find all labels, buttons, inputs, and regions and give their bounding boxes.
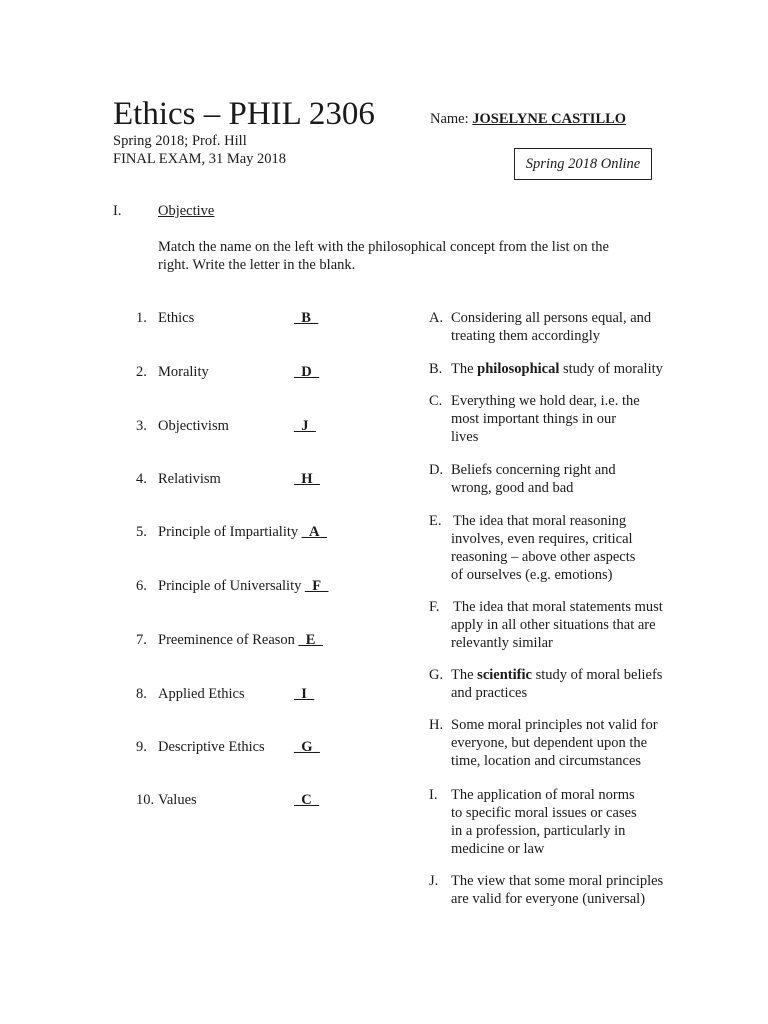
question-number: 7. bbox=[136, 632, 147, 648]
option-c: C. Everything we hold dear, i.e. the most important things in our lives bbox=[429, 393, 640, 445]
question-number: 9. bbox=[136, 739, 147, 755]
student-name-field bbox=[430, 111, 626, 128]
answer-blank[interactable]: _I_ bbox=[294, 686, 315, 702]
option-f: F. The idea that moral statements must apply in all other situations that are relevantly similar bbox=[429, 599, 663, 651]
answer-blank[interactable]: _A_ bbox=[301, 524, 327, 540]
question-term: Principle of Universality _F_ bbox=[158, 578, 329, 594]
option-letter: G. bbox=[429, 667, 444, 683]
instructions: Match the name on the left with the philosophical concept from the list on the right. Write the letter in the blank. bbox=[158, 239, 609, 273]
question-number: 8. bbox=[136, 686, 147, 702]
question-number: 2. bbox=[136, 364, 147, 380]
answer-blank[interactable]: _H_ bbox=[294, 471, 320, 487]
answer-blank[interactable]: _J_ bbox=[294, 418, 316, 434]
question-number: 5. bbox=[136, 524, 147, 540]
option-letter: D. bbox=[429, 462, 444, 478]
option-a: A. Considering all persons equal, and treating them accordingly bbox=[429, 310, 652, 344]
section-number: I. bbox=[113, 203, 122, 219]
option-letter: H. bbox=[429, 717, 444, 733]
answer-blank[interactable]: _B_ bbox=[294, 310, 319, 326]
option-h: H. Some moral principles not valid for everyone, but dependent upon the time, location and circumstances bbox=[429, 717, 658, 769]
option-j: J. The view that some moral principles are valid for everyone (universal) bbox=[429, 873, 664, 907]
option-letter: A. bbox=[429, 310, 444, 326]
option-letter: I. bbox=[429, 787, 438, 803]
option-d: D. Beliefs concerning right and wrong, good and bad bbox=[429, 462, 616, 496]
question-term: Morality bbox=[158, 364, 209, 380]
question-number: 6. bbox=[136, 578, 147, 594]
question-term: Principle of Impartiality _A_ bbox=[158, 524, 327, 540]
question-number: 4. bbox=[136, 471, 147, 487]
question-term: Relativism bbox=[158, 471, 221, 487]
exam-line: FINAL EXAM, 31 May 2018 bbox=[113, 151, 287, 167]
answer-blank[interactable]: _D_ bbox=[294, 364, 319, 380]
question-term: Objectivism bbox=[158, 418, 229, 434]
option-b: B. The philosophical study of morality bbox=[429, 361, 663, 377]
question-number: 1. bbox=[136, 310, 147, 326]
question-number: 10. bbox=[136, 792, 155, 808]
answer-blank[interactable]: _G_ bbox=[294, 739, 320, 755]
question-number: 3. bbox=[136, 418, 147, 434]
name-label: Name: bbox=[430, 111, 469, 127]
term-line: Spring 2018; Prof. Hill bbox=[113, 133, 247, 149]
section-heading: Objective bbox=[158, 203, 215, 219]
question-term: Descriptive Ethics bbox=[158, 739, 265, 755]
option-letter: E. bbox=[429, 513, 442, 529]
question-term: Preeminence of Reason _E_ bbox=[158, 632, 323, 648]
answer-blank[interactable]: _E_ bbox=[298, 632, 323, 648]
answer-blank[interactable]: _F_ bbox=[304, 578, 329, 594]
question-term: Applied Ethics bbox=[158, 686, 245, 702]
student-name: JOSELYNE CASTILLO bbox=[472, 111, 627, 127]
online-badge: Spring 2018 Online bbox=[514, 148, 652, 180]
course-title: Ethics – PHIL 2306 bbox=[113, 96, 375, 132]
option-letter: J. bbox=[429, 873, 439, 889]
option-letter: C. bbox=[429, 393, 443, 409]
answer-blank[interactable]: _C_ bbox=[294, 792, 319, 808]
option-g: G. The scientific study of moral beliefs and practices bbox=[429, 667, 663, 701]
option-letter: F. bbox=[429, 599, 440, 615]
question-term: Values bbox=[158, 792, 197, 808]
option-e: E. The idea that moral reasoning involves, even requires, critical reasoning – above other aspects of ourselves (e.g. emotions) bbox=[429, 513, 636, 583]
option-i: I. The application of moral norms to specific moral issues or cases in a profession, particularly in medicine or law bbox=[429, 787, 637, 857]
question-term: Ethics bbox=[158, 310, 195, 326]
option-letter: B. bbox=[429, 361, 443, 377]
